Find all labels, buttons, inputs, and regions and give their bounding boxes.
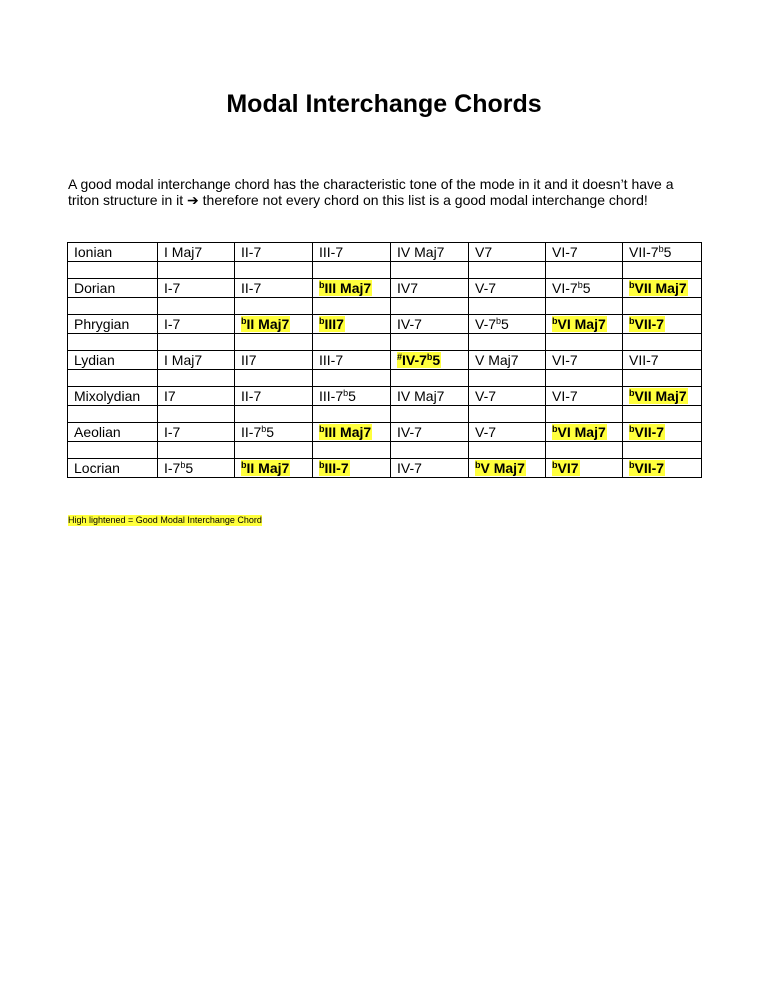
highlighted-chord bbox=[241, 316, 290, 332]
chord-symbol: VII Maj7 bbox=[634, 279, 687, 296]
chord-cell bbox=[469, 243, 546, 262]
chord bbox=[241, 244, 261, 260]
chord bbox=[552, 388, 578, 404]
chord-symbol: VII-7 bbox=[629, 243, 659, 260]
chord-symbol: V Maj7 bbox=[480, 459, 525, 476]
empty-cell bbox=[469, 406, 546, 423]
highlighted-chord bbox=[629, 424, 665, 440]
empty-cell bbox=[623, 298, 702, 315]
chord-cell bbox=[623, 423, 702, 442]
chord-symbol: IV Maj7 bbox=[397, 387, 445, 404]
mode-name-cell: Mixolydian bbox=[68, 387, 158, 406]
chord-symbol: V7 bbox=[475, 243, 493, 260]
chord-cell bbox=[235, 315, 313, 334]
chord-symbol: VI Maj7 bbox=[557, 423, 606, 440]
chord bbox=[241, 424, 274, 440]
chord-alteration: 5 bbox=[185, 459, 194, 476]
chord-symbol: VI-7 bbox=[552, 279, 578, 296]
chord-alteration: 5 bbox=[501, 315, 509, 332]
chord-symbol: IV-7 bbox=[397, 423, 422, 440]
empty-cell bbox=[68, 406, 158, 423]
chord-cell bbox=[158, 351, 235, 370]
chord bbox=[164, 316, 180, 332]
spacer-row bbox=[68, 262, 702, 279]
chord-cell bbox=[546, 459, 623, 478]
empty-cell bbox=[623, 334, 702, 351]
chord bbox=[241, 352, 257, 368]
chord bbox=[397, 316, 422, 332]
chord-cell bbox=[546, 279, 623, 298]
chord bbox=[164, 388, 176, 404]
empty-cell bbox=[391, 334, 469, 351]
chord-symbol: VII Maj7 bbox=[634, 387, 687, 404]
chord bbox=[629, 244, 671, 260]
accidental-prefix: b bbox=[552, 423, 558, 434]
chord-symbol: VI-7 bbox=[552, 351, 578, 368]
empty-cell bbox=[68, 298, 158, 315]
empty-cell bbox=[158, 298, 235, 315]
chord-cell bbox=[469, 387, 546, 406]
chord-symbol: VI-7 bbox=[552, 243, 578, 260]
chord-cell bbox=[158, 423, 235, 442]
highlighted-chord bbox=[629, 460, 665, 476]
empty-cell bbox=[68, 334, 158, 351]
chord-cell bbox=[313, 315, 391, 334]
modal-chords-table bbox=[67, 242, 702, 478]
chord-cell bbox=[235, 459, 313, 478]
chord bbox=[319, 352, 343, 368]
chord bbox=[164, 352, 202, 368]
empty-cell bbox=[623, 406, 702, 423]
chord bbox=[629, 352, 659, 368]
highlighted-chord bbox=[552, 316, 607, 332]
flat-accidental: b bbox=[496, 315, 502, 326]
empty-cell bbox=[391, 442, 469, 459]
chord-symbol: III Maj7 bbox=[324, 423, 372, 440]
chord-symbol: III-7 bbox=[319, 351, 344, 368]
chord-symbol: V-7 bbox=[475, 387, 497, 404]
mode-row bbox=[68, 387, 702, 406]
empty-cell bbox=[546, 406, 623, 423]
chord-cell bbox=[158, 315, 235, 334]
chord-symbol: IV Maj7 bbox=[397, 243, 445, 260]
empty-cell bbox=[313, 262, 391, 279]
empty-cell bbox=[546, 298, 623, 315]
chord bbox=[475, 280, 496, 296]
chord-alteration: 5 bbox=[663, 243, 672, 260]
mode-row bbox=[68, 423, 702, 442]
page-title: Modal Interchange Chords bbox=[226, 90, 542, 118]
chord-symbol: II-7 bbox=[241, 387, 262, 404]
chord-cell bbox=[313, 387, 391, 406]
empty-cell bbox=[313, 334, 391, 351]
chord-symbol: III-7 bbox=[324, 459, 349, 476]
chord-symbol: VII-7 bbox=[634, 423, 665, 440]
chord-cell bbox=[546, 351, 623, 370]
chord-cell bbox=[313, 459, 391, 478]
chord bbox=[319, 388, 356, 404]
chord-symbol: IV-7 bbox=[402, 351, 427, 368]
chord bbox=[164, 424, 180, 440]
mode-row bbox=[68, 243, 702, 262]
chord-symbol: IV7 bbox=[397, 279, 419, 296]
empty-cell bbox=[391, 406, 469, 423]
chord-cell bbox=[469, 315, 546, 334]
intro-paragraph: A good modal interchange chord has the characteristic tone of the mode in it and it doesn’t have a triton structure in it ➔ therefore not every chord on this list is a good modal interchange chord! bbox=[68, 176, 674, 208]
empty-cell bbox=[546, 262, 623, 279]
chord-cell bbox=[623, 243, 702, 262]
mode-row bbox=[68, 315, 702, 334]
empty-cell bbox=[313, 298, 391, 315]
chord bbox=[552, 280, 591, 296]
chord-cell bbox=[235, 279, 313, 298]
chord-symbol: I Maj7 bbox=[164, 351, 203, 368]
accidental-prefix: b bbox=[552, 315, 558, 326]
chord-symbol: IV-7 bbox=[397, 315, 422, 332]
chord-symbol: V-7 bbox=[475, 315, 497, 332]
chord-symbol: II Maj7 bbox=[246, 459, 290, 476]
chord-symbol: I7 bbox=[164, 387, 176, 404]
empty-cell bbox=[235, 262, 313, 279]
chord-alteration: 5 bbox=[348, 387, 356, 404]
highlighted-chord bbox=[319, 424, 372, 440]
empty-cell bbox=[623, 370, 702, 387]
highlighted-chord bbox=[319, 460, 350, 476]
chord-symbol: I-7 bbox=[164, 459, 181, 476]
empty-cell bbox=[313, 442, 391, 459]
chord-cell bbox=[313, 243, 391, 262]
accidental-prefix: b bbox=[629, 423, 635, 434]
empty-cell bbox=[469, 298, 546, 315]
chord-symbol: I-7 bbox=[164, 279, 181, 296]
chord-symbol: III7 bbox=[324, 315, 344, 332]
mode-row bbox=[68, 351, 702, 370]
empty-cell bbox=[68, 262, 158, 279]
chord-symbol: I Maj7 bbox=[164, 243, 203, 260]
flat-accidental: b bbox=[261, 423, 267, 434]
chord-symbol: VI7 bbox=[557, 459, 579, 476]
chord-cell bbox=[623, 459, 702, 478]
chord bbox=[241, 280, 261, 296]
chord-symbol: II-7 bbox=[241, 243, 262, 260]
empty-cell bbox=[68, 442, 158, 459]
chord-alteration: 5 bbox=[582, 279, 591, 296]
chord-symbol: I-7 bbox=[164, 315, 181, 332]
flat-accidental: b bbox=[180, 459, 186, 470]
chord bbox=[475, 352, 519, 368]
spacer-row bbox=[68, 370, 702, 387]
chord bbox=[241, 388, 261, 404]
mode-name-cell: Phrygian bbox=[68, 315, 158, 334]
accidental-prefix: b bbox=[241, 315, 247, 326]
chord-alteration: 5 bbox=[266, 423, 275, 440]
flat-accidental: b bbox=[577, 279, 583, 290]
flat-accidental: b bbox=[426, 351, 433, 362]
chord bbox=[397, 388, 444, 404]
accidental-prefix: # bbox=[397, 351, 403, 362]
chord-cell bbox=[391, 423, 469, 442]
chord-symbol: VII-7 bbox=[634, 459, 665, 476]
chord-cell bbox=[391, 351, 469, 370]
accidental-prefix: b bbox=[629, 315, 635, 326]
highlighted-chord bbox=[397, 352, 441, 368]
chord bbox=[164, 460, 193, 476]
chord-symbol: II-7 bbox=[241, 279, 262, 296]
mode-row bbox=[68, 459, 702, 478]
chord-symbol: V-7 bbox=[475, 423, 497, 440]
chord-cell bbox=[313, 279, 391, 298]
highlighted-chord bbox=[629, 388, 688, 404]
accidental-prefix: b bbox=[319, 315, 325, 326]
mode-row bbox=[68, 279, 702, 298]
mode-name-cell: Dorian bbox=[68, 279, 158, 298]
empty-cell bbox=[623, 262, 702, 279]
chord-symbol: II Maj7 bbox=[246, 315, 290, 332]
empty-cell bbox=[391, 262, 469, 279]
empty-cell bbox=[623, 442, 702, 459]
spacer-row bbox=[68, 334, 702, 351]
chord-symbol: II-7 bbox=[241, 423, 262, 440]
chord-cell bbox=[469, 459, 546, 478]
chord bbox=[397, 280, 418, 296]
chord-cell bbox=[158, 459, 235, 478]
chord-cell bbox=[546, 243, 623, 262]
chord bbox=[164, 244, 202, 260]
spacer-row bbox=[68, 442, 702, 459]
empty-cell bbox=[158, 406, 235, 423]
highlighted-chord bbox=[241, 460, 290, 476]
spacer-row bbox=[68, 298, 702, 315]
accidental-prefix: b bbox=[475, 459, 481, 470]
accidental-prefix: b bbox=[629, 279, 635, 290]
chord-cell bbox=[313, 351, 391, 370]
accidental-prefix: b bbox=[629, 459, 635, 470]
highlighted-chord bbox=[552, 424, 607, 440]
flat-accidental: b bbox=[658, 243, 664, 254]
chord-cell bbox=[391, 387, 469, 406]
empty-cell bbox=[469, 442, 546, 459]
chord-cell bbox=[623, 387, 702, 406]
mode-name-cell: Ionian bbox=[68, 243, 158, 262]
empty-cell bbox=[391, 298, 469, 315]
flat-accidental: b bbox=[343, 387, 349, 398]
empty-cell bbox=[158, 334, 235, 351]
chord-cell bbox=[235, 387, 313, 406]
highlighted-chord bbox=[319, 316, 345, 332]
chord bbox=[475, 388, 496, 404]
empty-cell bbox=[313, 406, 391, 423]
highlighted-chord bbox=[552, 460, 580, 476]
chord bbox=[552, 244, 578, 260]
empty-cell bbox=[546, 334, 623, 351]
chord-cell bbox=[391, 279, 469, 298]
chord-cell bbox=[546, 387, 623, 406]
empty-cell bbox=[469, 262, 546, 279]
chord-symbol: IV-7 bbox=[397, 459, 422, 476]
chord bbox=[397, 460, 422, 476]
empty-cell bbox=[235, 370, 313, 387]
chord bbox=[164, 280, 180, 296]
chord bbox=[319, 244, 343, 260]
mode-name-cell: Aeolian bbox=[68, 423, 158, 442]
empty-cell bbox=[546, 442, 623, 459]
chord-cell bbox=[623, 351, 702, 370]
chord-cell bbox=[391, 315, 469, 334]
chord-cell bbox=[469, 423, 546, 442]
chord-cell bbox=[391, 459, 469, 478]
chord-symbol: I-7 bbox=[164, 423, 181, 440]
chord bbox=[397, 424, 422, 440]
chord-cell bbox=[546, 315, 623, 334]
empty-cell bbox=[68, 370, 158, 387]
legend-note: High lightened = Good Modal Interchange Chord bbox=[68, 515, 262, 525]
highlighted-chord bbox=[629, 316, 665, 332]
empty-cell bbox=[235, 406, 313, 423]
highlighted-chord bbox=[319, 280, 372, 296]
chord-cell bbox=[623, 279, 702, 298]
chord bbox=[475, 424, 496, 440]
chord-symbol: VII-7 bbox=[634, 315, 665, 332]
chord-cell bbox=[235, 351, 313, 370]
chord bbox=[475, 244, 492, 260]
chord bbox=[475, 316, 509, 332]
chord-symbol: VI-7 bbox=[552, 387, 578, 404]
chord-alteration: 5 bbox=[432, 351, 441, 368]
accidental-prefix: b bbox=[241, 459, 247, 470]
chord-symbol: II7 bbox=[241, 351, 257, 368]
empty-cell bbox=[469, 370, 546, 387]
empty-cell bbox=[158, 370, 235, 387]
chord-symbol: III Maj7 bbox=[324, 279, 372, 296]
accidental-prefix: b bbox=[319, 459, 325, 470]
empty-cell bbox=[391, 370, 469, 387]
chord-cell bbox=[391, 243, 469, 262]
empty-cell bbox=[313, 370, 391, 387]
empty-cell bbox=[158, 262, 235, 279]
chord-cell bbox=[313, 423, 391, 442]
chord-symbol: V Maj7 bbox=[475, 351, 519, 368]
chord-symbol: VII-7 bbox=[629, 351, 659, 368]
empty-cell bbox=[158, 442, 235, 459]
chord-cell bbox=[158, 243, 235, 262]
highlighted-chord bbox=[475, 460, 526, 476]
spacer-row bbox=[68, 406, 702, 423]
accidental-prefix: b bbox=[629, 387, 635, 398]
chord-cell bbox=[546, 423, 623, 442]
chord-cell bbox=[158, 387, 235, 406]
accidental-prefix: b bbox=[552, 459, 558, 470]
highlighted-chord bbox=[629, 280, 688, 296]
chord-symbol: V-7 bbox=[475, 279, 497, 296]
empty-cell bbox=[546, 370, 623, 387]
empty-cell bbox=[235, 334, 313, 351]
chord-cell bbox=[235, 243, 313, 262]
mode-name-cell: Lydian bbox=[68, 351, 158, 370]
chord-symbol: III-7 bbox=[319, 387, 344, 404]
chord-cell bbox=[158, 279, 235, 298]
mode-name-cell: Locrian bbox=[68, 459, 158, 478]
empty-cell bbox=[469, 334, 546, 351]
chord-cell bbox=[469, 279, 546, 298]
chord-symbol: VI Maj7 bbox=[557, 315, 606, 332]
empty-cell bbox=[235, 298, 313, 315]
chord bbox=[397, 244, 444, 260]
chord bbox=[552, 352, 578, 368]
chord-cell bbox=[469, 351, 546, 370]
chord-symbol: III-7 bbox=[319, 243, 344, 260]
chord-cell bbox=[235, 423, 313, 442]
table-body bbox=[68, 243, 702, 478]
accidental-prefix: b bbox=[319, 279, 325, 290]
empty-cell bbox=[235, 442, 313, 459]
chord-cell bbox=[623, 315, 702, 334]
accidental-prefix: b bbox=[319, 423, 325, 434]
